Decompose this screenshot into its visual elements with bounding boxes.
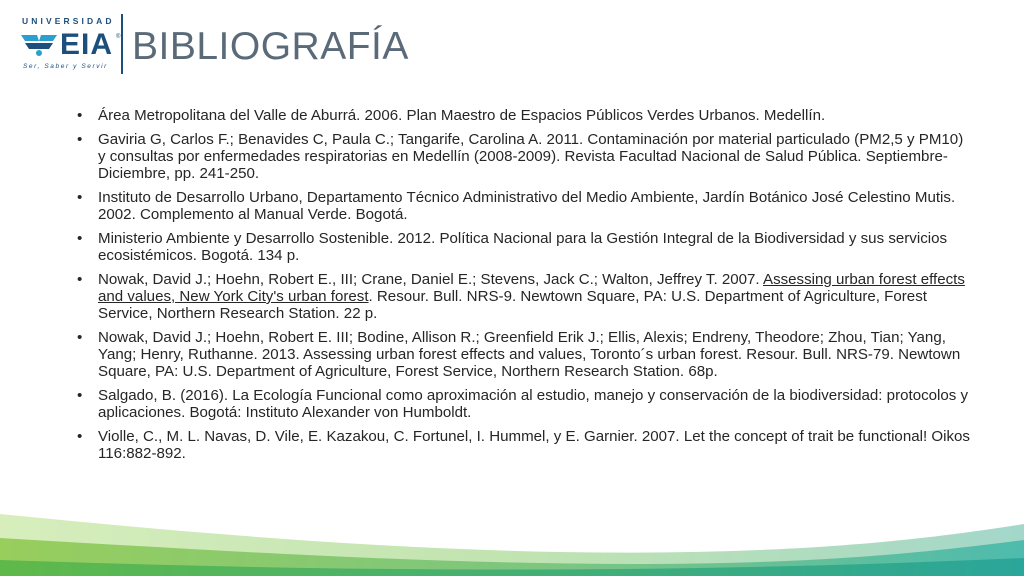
reference-text: Gaviria G, Carlos F.; Benavides C, Paula C.; Tangarife, Carolina A. 2011. Contaminación por material particulado (PM2,5 y PM10) y consultas por enfermedades respiratorias en Medellín (2008-2009). Revista Facultad Nacional de Salud Pública. Septiembre-Diciembre, pp. 241-250. (98, 131, 964, 182)
reference-link[interactable]: Assessing urban forest effects and values, New York City's urban forest (98, 271, 965, 305)
slide-title: BIBLIOGRAFÍA (132, 25, 409, 68)
reference-text: Salgado, B. (2016). La Ecología Funcional como aproximación al estudio, manejo y conservación de la biodiversidad: protocolos y aplicaciones. Bogotá: Instituto Alexander von Humboldt. (98, 387, 969, 421)
bullet-icon: • (77, 131, 83, 148)
reference-text: Violle, C., M. L. Navas, D. Vile, E. Kazakou, C. Fortunel, I. Hummel, y E. Garnier. 2007. Let the concept of trait be functional! Oikos 116:882-892. (98, 428, 970, 462)
logo-name: EIA (60, 28, 114, 61)
decorative-wave-footer (0, 500, 1024, 576)
reference-item (74, 107, 974, 124)
logo-registered-mark: ® (116, 34, 121, 40)
bullet-icon: • (77, 230, 83, 247)
logo-tagline: Ser, Saber y Servir (23, 63, 108, 70)
bullet-icon: • (77, 329, 83, 346)
university-logo (18, 14, 121, 74)
reference-text-before-link: Nowak, David J.; Hoehn, Robert E., III; Crane, Daniel E.; Stevens, Jack C.; Walton, Jeffrey T. 2007. (98, 271, 763, 288)
reference-text: Nowak, David J.; Hoehn, Robert E. III; Bodine, Allison R.; Greenfield Erik J.; Ellis, Alexis; Endreny, Theodore; Zhou, Tian; Yang, Yang; Henry, Ruthanne. 2013. Assessing urban forest effects and values, Toronto´s urban forest. Resour. Bull. NRS-79. Newtown Square, PA: U.S. Department of Agriculture, Forest Service, Northern Research Station. 68p. (98, 329, 961, 380)
reference-item (74, 131, 974, 182)
reference-item (74, 387, 974, 421)
reference-item (74, 189, 974, 223)
logo-emblem-icon (20, 29, 58, 61)
reference-item (74, 428, 974, 462)
reference-item (74, 271, 974, 322)
bullet-icon: • (77, 271, 83, 288)
reference-text: Instituto de Desarrollo Urbano, Departamento Técnico Administrativo del Medio Ambiente, Jardín Botánico José Celestino Mutis. 2002. Complemento al Manual Verde. Bogotá. (98, 189, 956, 223)
reference-text: Ministerio Ambiente y Desarrollo Sostenible. 2012. Política Nacional para la Gestión Integral de la Biodiversidad y sus servicios ecosistémicos. Bogotá. 134 p. (98, 230, 948, 264)
reference-text: Área Metropolitana del Valle de Aburrá. 2006. Plan Maestro de Espacios Públicos Verdes Urbanos. Medellín. (98, 107, 826, 124)
logo-university-text: UNIVERSIDAD (22, 16, 115, 26)
bullet-icon: • (77, 189, 83, 206)
bullet-icon: • (77, 107, 83, 124)
bullet-icon: • (77, 387, 83, 404)
reference-item (74, 230, 974, 264)
header-divider (121, 14, 123, 74)
reference-text-after-link: . Resour. Bull. NRS-9. Newtown Square, PA: U.S. Department of Agriculture, Forest Service, Northern Research Station. 22 p. (98, 288, 927, 322)
reference-item (74, 329, 974, 380)
bullet-icon: • (77, 428, 83, 445)
reference-list (74, 107, 974, 469)
